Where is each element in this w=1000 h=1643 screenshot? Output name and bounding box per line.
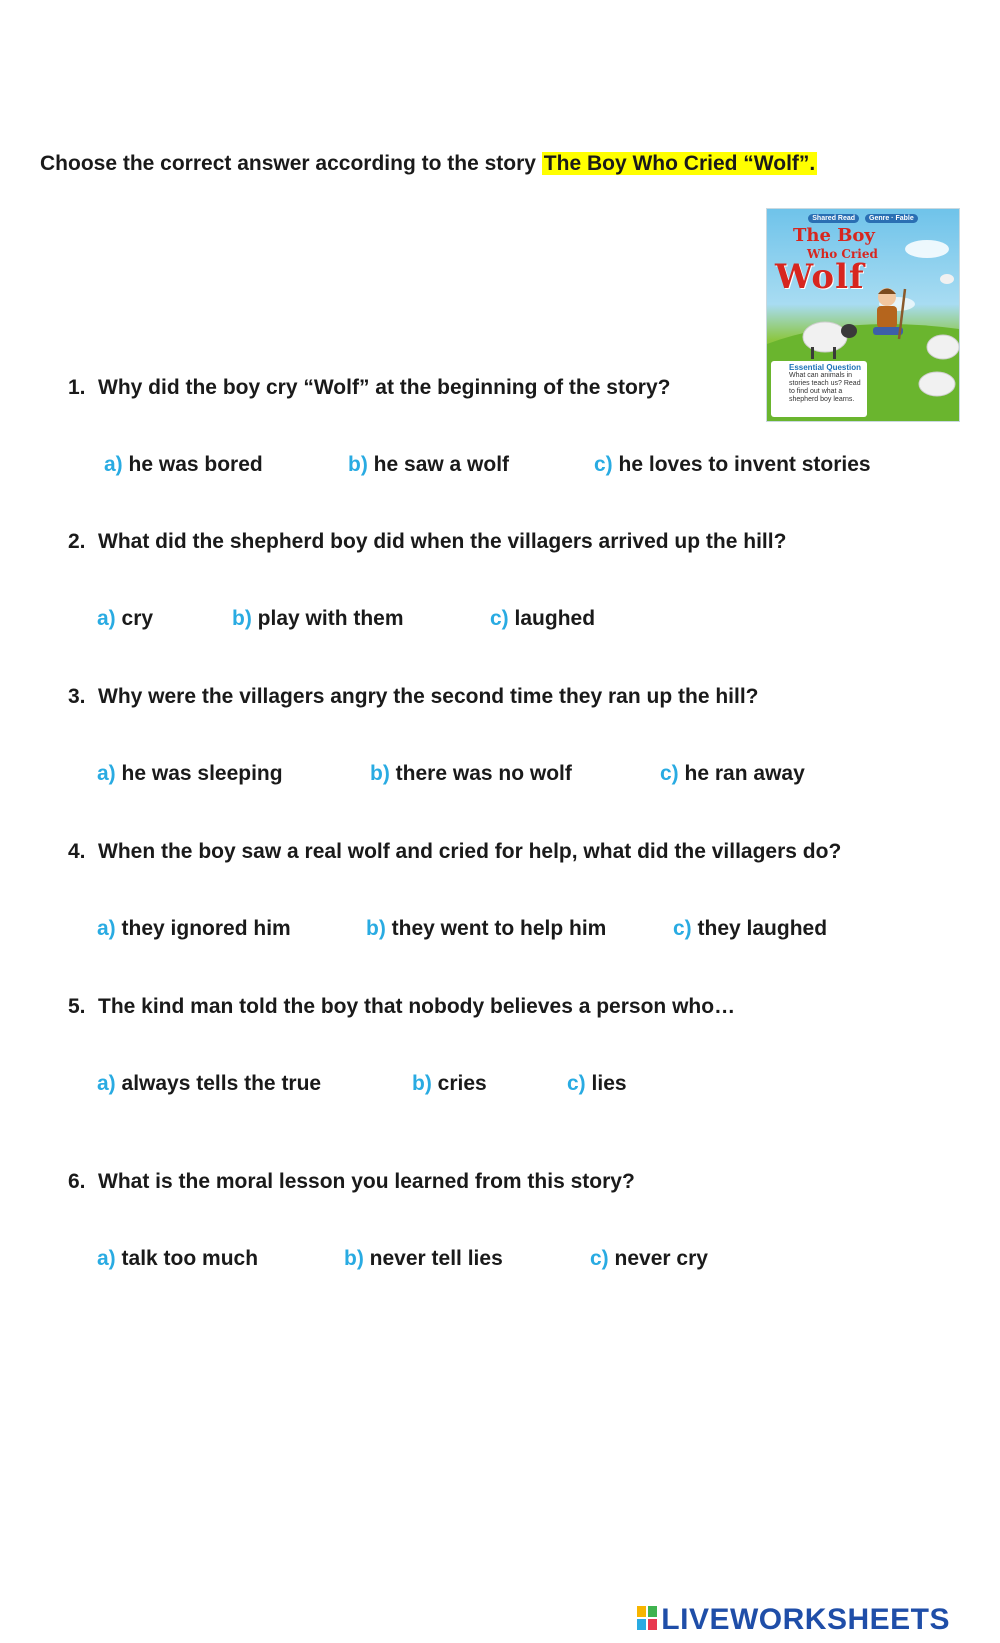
- option-text: they ignored him: [121, 917, 291, 940]
- question-2: [68, 530, 786, 554]
- option-text: always tells the true: [121, 1072, 322, 1095]
- option-text: cry: [121, 607, 154, 630]
- option-letter: c): [567, 1072, 586, 1095]
- question-text: What did the shepherd boy did when the villagers arrived up the hill?: [98, 530, 787, 553]
- question-text: Why were the villagers angry the second time they ran up the hill?: [98, 685, 759, 708]
- option-text: laughed: [514, 607, 596, 630]
- option-letter: b): [412, 1072, 432, 1095]
- option-text: never tell lies: [369, 1247, 503, 1270]
- question-number: 2.: [68, 530, 86, 553]
- question-4: [68, 840, 841, 864]
- q6-option-a[interactable]: [97, 1247, 258, 1271]
- option-text: never cry: [614, 1247, 708, 1270]
- option-letter: c): [673, 917, 692, 940]
- option-letter: a): [104, 453, 123, 476]
- cover-title-line2: Who Cried: [807, 247, 878, 261]
- option-letter: c): [590, 1247, 609, 1270]
- option-letter: c): [594, 453, 613, 476]
- option-letter: b): [348, 453, 368, 476]
- option-letter: c): [660, 762, 679, 785]
- question-text: The kind man told the boy that nobody believes a person who…: [98, 995, 736, 1018]
- cover-title-line1: The Boy: [793, 225, 875, 246]
- option-letter: b): [344, 1247, 364, 1270]
- question-text: Why did the boy cry “Wolf” at the beginning of the story?: [98, 376, 671, 399]
- q2-option-c[interactable]: [490, 607, 595, 631]
- q1-option-b[interactable]: [348, 453, 509, 477]
- cover-badge: Shared Read: [808, 214, 859, 223]
- option-text: they went to help him: [391, 917, 607, 940]
- q3-option-b[interactable]: [370, 762, 572, 786]
- brand-text: LIVEWORKSHEETS: [661, 1603, 950, 1636]
- option-text: he ran away: [684, 762, 805, 785]
- question-text: When the boy saw a real wolf and cried for help, what did the villagers do?: [98, 840, 842, 863]
- essential-question-box: [771, 361, 867, 417]
- q6-option-c[interactable]: [590, 1247, 708, 1271]
- option-text: play with them: [257, 607, 404, 630]
- option-letter: a): [97, 1247, 116, 1270]
- option-letter: c): [490, 607, 509, 630]
- question-number: 5.: [68, 995, 86, 1018]
- option-letter: a): [97, 1072, 116, 1095]
- option-letter: a): [97, 607, 116, 630]
- essential-question-label: Essential Question: [789, 363, 862, 372]
- question-6: [68, 1170, 635, 1194]
- option-text: cries: [437, 1072, 487, 1095]
- q5-option-b[interactable]: [412, 1072, 487, 1096]
- option-text: he was sleeping: [121, 762, 283, 785]
- cover-badge: Genre · Fable: [865, 214, 918, 223]
- option-letter: b): [370, 762, 390, 785]
- option-text: lies: [591, 1072, 627, 1095]
- essential-question-text: What can animals in stories teach us? Read to find out what a shepherd boy learns.: [789, 372, 861, 403]
- question-1: [68, 376, 670, 400]
- question-text: What is the moral lesson you learned from this story?: [98, 1170, 635, 1193]
- option-text: he was bored: [128, 453, 263, 476]
- question-5: [68, 995, 735, 1019]
- question-number: 6.: [68, 1170, 86, 1193]
- q1-option-c[interactable]: [594, 453, 871, 477]
- liveworksheets-logo-icon: [637, 1606, 659, 1632]
- story-title-highlight: The Boy Who Cried “Wolf”.: [543, 152, 816, 175]
- q4-option-a[interactable]: [97, 917, 291, 941]
- book-cover-image: [766, 208, 960, 422]
- instruction-line: [40, 152, 817, 176]
- q6-option-b[interactable]: [344, 1247, 503, 1271]
- q4-option-b[interactable]: [366, 917, 606, 941]
- option-text: they laughed: [697, 917, 828, 940]
- liveworksheets-logo[interactable]: [637, 1603, 950, 1637]
- question-number: 4.: [68, 840, 86, 863]
- question-number: 3.: [68, 685, 86, 708]
- option-text: there was no wolf: [395, 762, 572, 785]
- q4-option-c[interactable]: [673, 917, 827, 941]
- instruction-text: Choose the correct answer according to the story: [40, 152, 542, 175]
- option-letter: b): [366, 917, 386, 940]
- option-text: talk too much: [121, 1247, 259, 1270]
- q5-option-a[interactable]: [97, 1072, 321, 1096]
- q1-option-a[interactable]: [104, 453, 263, 477]
- q5-option-c[interactable]: [567, 1072, 627, 1096]
- option-text: he loves to invent stories: [618, 453, 871, 476]
- option-letter: a): [97, 917, 116, 940]
- question-number: 1.: [68, 376, 86, 399]
- option-letter: a): [97, 762, 116, 785]
- cover-title-line3: Wolf: [775, 257, 865, 297]
- q2-option-a[interactable]: [97, 607, 153, 631]
- option-letter: b): [232, 607, 252, 630]
- q3-option-c[interactable]: [660, 762, 805, 786]
- option-text: he saw a wolf: [373, 453, 510, 476]
- question-3: [68, 685, 759, 709]
- q2-option-b[interactable]: [232, 607, 404, 631]
- q3-option-a[interactable]: [97, 762, 283, 786]
